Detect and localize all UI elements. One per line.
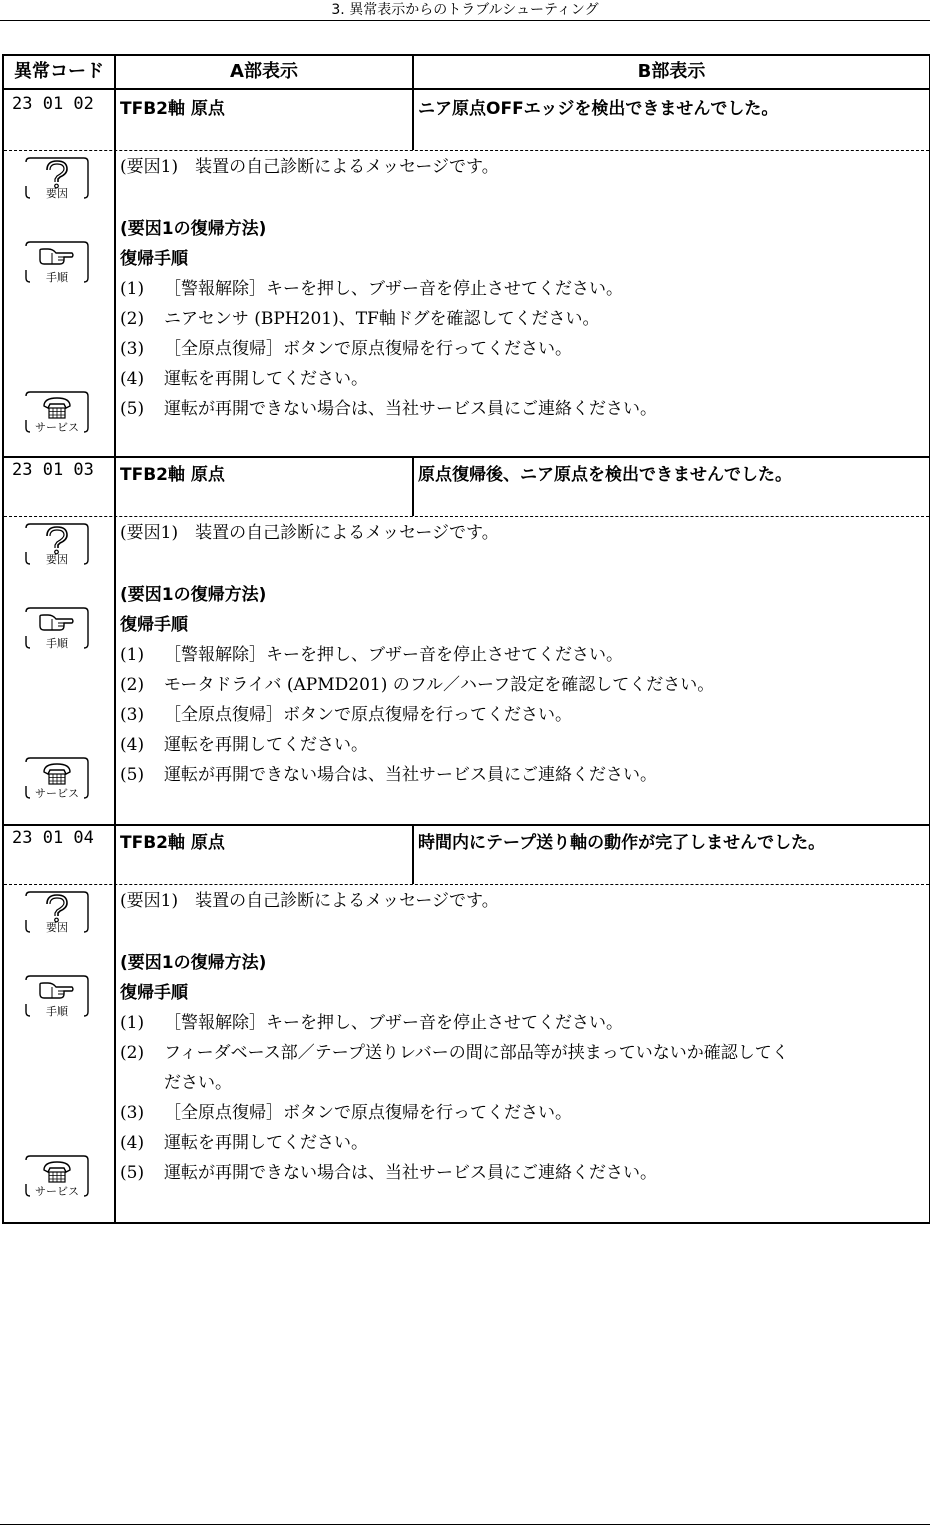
procedure-step [120,670,714,695]
column-divider [412,90,414,150]
error-code: 23 01 03 [12,460,94,480]
cause-text: (要因1) 装置の自己診断によるメッセージです。 [120,891,499,911]
step-text: モータドライバ (APMD201) のフル／ハーフ設定を確認してください。 [164,675,715,695]
step-text: 運転が再開できない場合は、当社サービス員にご連絡ください。 [164,1163,657,1183]
procedure-step [120,1098,572,1123]
icon-label-service: サービス [35,421,79,434]
step-number: (1) [120,1013,145,1033]
step-text: 運転を再開してください。 [164,735,368,755]
page-header [0,0,930,21]
step-number: (2) [120,309,145,329]
icon-label-procedure: 手順 [46,271,68,284]
a-display: TFB2軸 原点 [120,465,225,485]
dashed-divider [4,516,929,517]
step-number: (4) [120,735,145,755]
error-code: 23 01 02 [12,94,94,114]
step-number: (2) [120,675,145,695]
step-text: 運転が再開できない場合は、当社サービス員にご連絡ください。 [164,399,657,419]
procedure-step [120,760,657,785]
procedure-title: 復帰手順 [120,983,188,1003]
step-text: ［警報解除］キーを押し、ブザー音を停止させてください。 [164,279,623,299]
step-text: ［全原点復帰］ボタンで原点復帰を行ってください。 [164,1103,572,1123]
column-divider [412,56,414,90]
procedure-step [120,304,600,329]
step-text: 運転を再開してください。 [164,369,368,389]
procedure-step [120,364,368,389]
step-text: ［全原点復帰］ボタンで原点復帰を行ってください。 [164,705,572,725]
page-footer-rule [0,1524,930,1525]
step-number: (1) [120,645,145,665]
column-divider [412,824,414,884]
step-number: (3) [120,705,145,725]
step-number: (4) [120,1133,145,1153]
procedure-step [120,640,623,665]
icon-label-cause: 要因 [46,187,68,200]
step-text: ［警報解除］キーを押し、ブザー音を停止させてください。 [164,1013,623,1033]
step-number: (5) [120,399,145,419]
b-display: ニア原点OFFエッジを検出できませんでした。 [418,99,779,119]
icon-label-procedure: 手順 [46,1005,68,1018]
dashed-divider [4,150,929,151]
procedure-step [120,1128,368,1153]
cause-text: (要因1) 装置の自己診断によるメッセージです。 [120,157,499,177]
procedure-step [120,274,623,299]
step-number: (4) [120,369,145,389]
column-header-b: B部表示 [637,61,706,82]
icon-label-cause: 要因 [46,921,68,934]
step-number: (5) [120,765,145,785]
cause-text: (要因1) 装置の自己診断によるメッセージです。 [120,523,499,543]
dashed-divider [4,884,929,885]
error-code: 23 01 04 [12,828,94,848]
step-number: (3) [120,1103,145,1123]
procedure-step [120,1158,657,1183]
step-text: ださい。 [164,1073,232,1093]
icon-label-cause: 要因 [46,553,68,566]
recovery-title: (要因1の復帰方法) [120,219,267,239]
table-header [4,56,929,90]
error-table [2,54,930,1224]
recovery-title: (要因1の復帰方法) [120,953,267,973]
page-header-title: 3. 異常表示からのトラブルシューティング [331,2,599,18]
procedure-step [120,1008,623,1033]
procedure-step [120,1068,232,1093]
a-display: TFB2軸 原点 [120,833,225,853]
step-text: ［警報解除］キーを押し、ブザー音を停止させてください。 [164,645,623,665]
procedure-step [120,730,368,755]
icon-label-procedure: 手順 [46,637,68,650]
procedure-title: 復帰手順 [120,615,188,635]
step-number: (1) [120,279,145,299]
procedure-step [120,394,657,419]
step-text: フィーダベース部／テープ送りレバーの間に部品等が挟まっていないか確認してく [164,1043,789,1063]
step-number: (3) [120,339,145,359]
error-entry [4,90,929,456]
step-text: 運転が再開できない場合は、当社サービス員にご連絡ください。 [164,765,657,785]
error-entry [4,824,929,1222]
step-text: ニアセンサ (BPH201)、TF軸ドグを確認してください。 [164,309,600,329]
step-number: (2) [120,1043,145,1063]
column-divider [412,456,414,516]
error-entry [4,456,929,824]
a-display: TFB2軸 原点 [120,99,225,119]
column-header-code: 異常コード [14,61,104,82]
row-divider [4,456,929,458]
icon-label-service: サービス [35,1185,79,1198]
procedure-step [120,700,572,725]
step-text: 運転を再開してください。 [164,1133,368,1153]
step-text: ［全原点復帰］ボタンで原点復帰を行ってください。 [164,339,572,359]
step-number: (5) [120,1163,145,1183]
icon-label-service: サービス [35,787,79,800]
procedure-step [120,334,572,359]
row-divider [4,824,929,826]
b-display: 時間内にテープ送り軸の動作が完了しませんでした。 [418,833,826,853]
recovery-title: (要因1の復帰方法) [120,585,267,605]
column-header-a: A部表示 [230,61,298,82]
b-display: 原点復帰後、ニア原点を検出できませんでした。 [418,465,792,485]
procedure-title: 復帰手順 [120,249,188,269]
procedure-step [120,1038,789,1063]
